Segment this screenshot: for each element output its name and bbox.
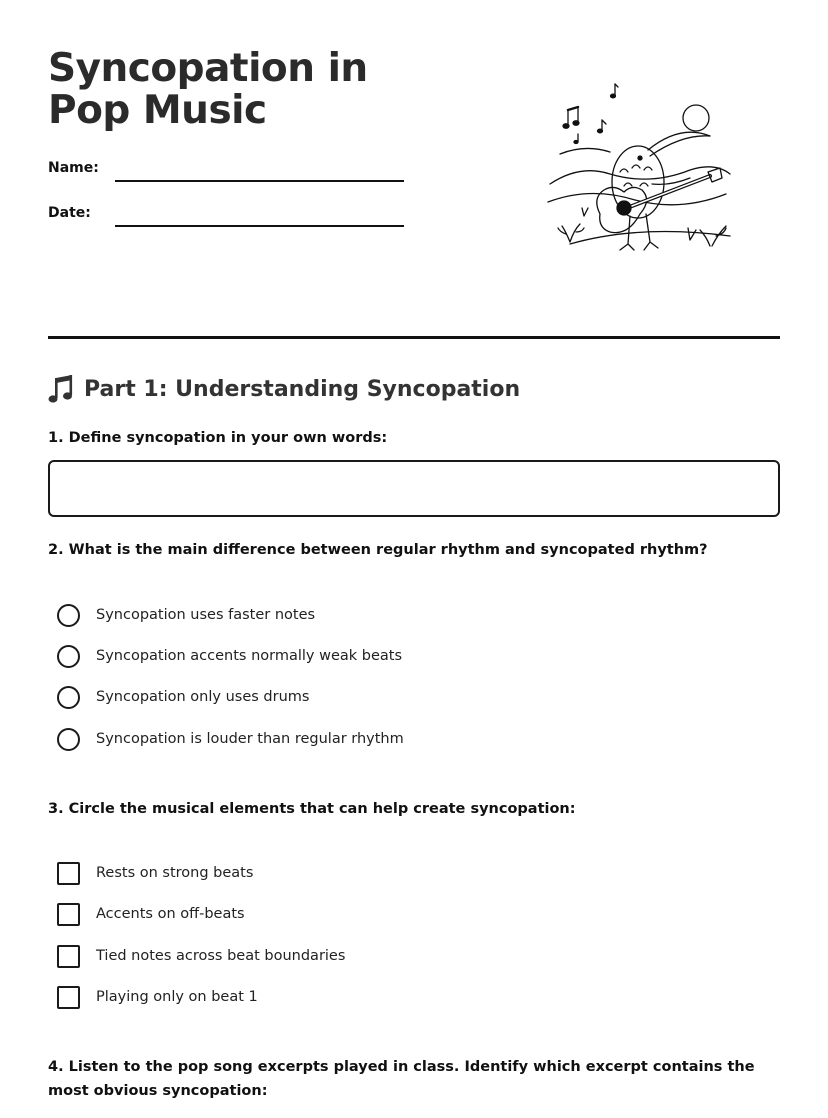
option-label: Tied notes across beat boundaries [96, 948, 346, 964]
checkbox[interactable] [57, 945, 80, 968]
music-notes-icon [563, 84, 618, 144]
option-label: Syncopation only uses drums [96, 689, 310, 705]
part1-heading [48, 372, 520, 406]
q3-option-3[interactable] [57, 943, 345, 969]
checkbox[interactable] [57, 903, 80, 926]
q3-option-1[interactable] [57, 860, 253, 886]
question-1-prompt: 1. Define syncopation in your own words: [48, 430, 388, 446]
part1-title: Part 1: Understanding Syncopation [84, 376, 521, 402]
checkbox[interactable] [57, 986, 80, 1009]
date-field[interactable] [115, 225, 404, 227]
question-3-prompt: 3. Circle the musical elements that can help create syncopation: [48, 801, 576, 817]
name-label: Name: [48, 160, 99, 176]
radio-button[interactable] [57, 645, 80, 668]
q3-option-2[interactable] [57, 901, 245, 927]
q2-option-4[interactable] [57, 726, 404, 752]
option-label: Playing only on beat 1 [96, 989, 258, 1005]
radio-button[interactable] [57, 728, 80, 751]
date-field-row [48, 205, 408, 229]
option-label: Syncopation uses faster notes [96, 607, 316, 623]
kiwi-guitar-illustration [540, 74, 740, 264]
radio-button[interactable] [57, 604, 80, 627]
date-label: Date: [48, 205, 91, 221]
option-label: Accents on off-beats [96, 906, 245, 922]
radio-button[interactable] [57, 686, 80, 709]
checkbox[interactable] [57, 862, 80, 885]
section-divider [48, 336, 780, 339]
name-field[interactable] [115, 180, 404, 182]
question-4-prompt: 4. Listen to the pop song excerpts played in class. Identify which excerpt contains the most obvious syncopation: [48, 1059, 755, 1099]
worksheet-title: Syncopation in Pop Music [48, 46, 368, 133]
question-1-answer-box[interactable] [48, 460, 780, 517]
q2-option-2[interactable] [57, 643, 402, 669]
q2-option-1[interactable] [57, 602, 315, 628]
name-field-row [48, 160, 408, 184]
q3-option-4[interactable] [57, 984, 258, 1010]
option-label: Syncopation is louder than regular rhythm [96, 731, 404, 747]
option-label: Syncopation accents normally weak beats [96, 648, 403, 664]
option-label: Rests on strong beats [96, 865, 254, 881]
music-note-icon [48, 374, 74, 404]
question-2-prompt: 2. What is the main difference between regular rhythm and syncopated rhythm? [48, 542, 708, 558]
q2-option-3[interactable] [57, 684, 309, 710]
